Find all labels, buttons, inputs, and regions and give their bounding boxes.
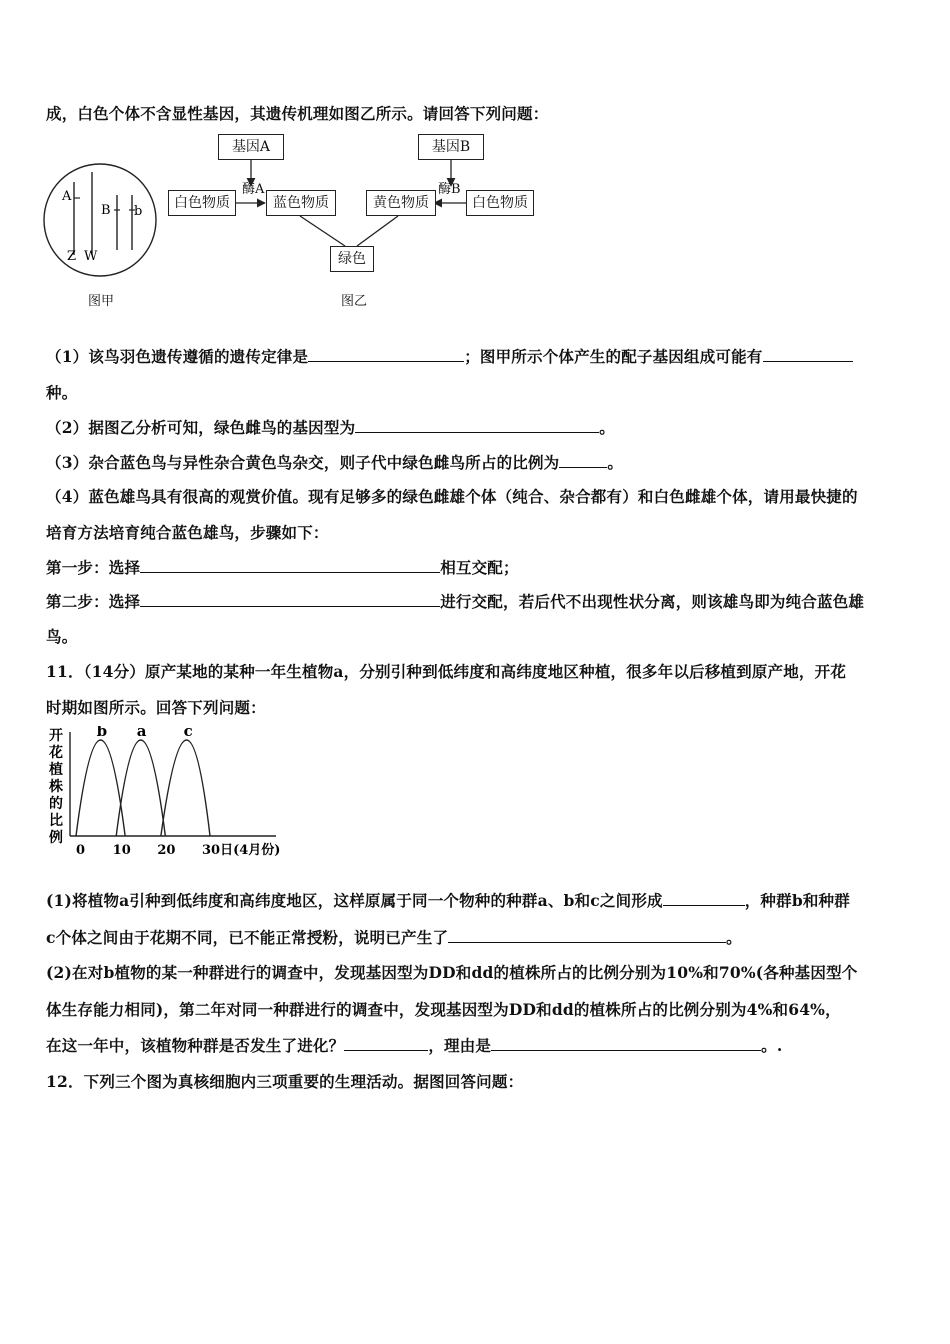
- q11-p1-text-c: c个体之间由于花期不同，已不能正常授粉，说明已产生了: [46, 928, 449, 947]
- q10-p2-text-a: （2）据图乙分析可知，绿色雌鸟的基因型为: [46, 418, 356, 437]
- q10-part1: [46, 345, 853, 367]
- q10-p3-text-b: 。: [607, 453, 624, 472]
- q10-p1-text-a: （1）该鸟羽色遗传遵循的遗传定律是: [46, 347, 309, 366]
- y-label-char: 比: [49, 813, 63, 829]
- flowering-chart: [46, 726, 286, 862]
- answer-blank[interactable]: [140, 592, 440, 607]
- x-tick-label: 30日(4月份): [202, 843, 281, 858]
- answer-blank[interactable]: [448, 928, 726, 943]
- series-label-a: a: [136, 726, 147, 740]
- q10-part4-line2: 培育方法培育纯合蓝色雄鸟，步骤如下：: [46, 523, 329, 542]
- q11-line2: 时期如图所示。回答下列问题：: [46, 698, 266, 717]
- green-result: 绿色: [330, 246, 374, 272]
- q11-p1-text-b: ，种群b和种群: [744, 891, 850, 910]
- series-label-c: c: [183, 726, 193, 740]
- q10-step1: [46, 556, 519, 578]
- answer-blank[interactable]: [763, 347, 853, 362]
- answer-blank[interactable]: [355, 418, 599, 433]
- figure-yi: [0, 0, 950, 330]
- step2-text-a: 第二步：选择: [46, 592, 141, 611]
- intro-line: 成，白色个体不含显性基因，其遗传机理如图乙所示。请回答下列问题：: [46, 104, 549, 123]
- answer-blank[interactable]: [559, 453, 607, 468]
- q10-part1-cont: 种。: [46, 383, 78, 402]
- y-label-char: 开: [49, 728, 63, 744]
- step1-text-b: 相互交配；: [440, 558, 519, 577]
- q10-p3-text-a: （3）杂合蓝色鸟与异性杂合黄色鸟杂交，则子代中绿色雌鸟所占的比例为: [46, 453, 560, 472]
- figure-yi-caption: 图乙: [341, 294, 368, 309]
- q11-line1: 11．（14分）原产某地的某种一年生植物a，分别引种到低纬度和高纬度地区种植，很多年以后移植到原产地，开花: [46, 662, 847, 681]
- q11-part1: [46, 889, 850, 911]
- step2-text-b: 进行交配，若后代不出现性状分离，则该雄鸟即为纯合蓝色雄: [440, 592, 865, 611]
- q10-step2: [46, 590, 864, 612]
- q10-part2: [46, 416, 615, 438]
- series-label-b: b: [96, 726, 108, 740]
- curve-c: [161, 740, 210, 836]
- label-b-lower: b: [134, 204, 143, 219]
- q10-part3: [46, 451, 623, 473]
- q11-part2-line3: [46, 1034, 782, 1056]
- blue-substance: 蓝色物质: [266, 190, 336, 216]
- q10-part4-line1: （4）蓝色雄鸟具有很高的观赏价值。现有足够多的绿色雌雄个体（纯合、杂合都有）和白色雌雄个体，请用最快捷的: [46, 487, 858, 506]
- y-label-char: 的: [49, 796, 63, 812]
- q11-part2-line2: 体生存能力相同)，第二年对同一种群进行的调查中，发现基因型为DD和dd的植株所占的比例分别为4%和64%，: [46, 1000, 841, 1019]
- answer-blank[interactable]: [491, 1036, 761, 1051]
- label-b-upper: B: [101, 203, 111, 218]
- y-label-char: 植: [49, 762, 63, 778]
- q10-p2-text-b: 。: [599, 418, 615, 437]
- q11-p2-text-a: 在这一年中，该植物种群是否发生了进化？: [46, 1036, 345, 1055]
- q11-p1-text-d: 。: [726, 928, 742, 947]
- enzyme-b-label: 酶B: [438, 182, 461, 197]
- y-label-char: 花: [49, 745, 63, 761]
- x-tick-label: 0: [76, 843, 86, 858]
- q11-part2-line1: (2)在对b植物的某一种群进行的调查中，发现基因型为DD和dd的植株所占的比例分别为10%和70%(各种基因型个: [46, 963, 858, 982]
- q11-part1-cont: [46, 926, 742, 948]
- gene-a-box: 基因A: [218, 134, 284, 160]
- yellow-substance: 黄色物质: [366, 190, 436, 216]
- answer-blank[interactable]: [140, 558, 440, 573]
- white-substance-left: 白色物质: [168, 190, 236, 216]
- enzyme-a-label: 酶A: [242, 182, 265, 197]
- y-label-char: 株: [49, 779, 63, 795]
- label-w: W: [84, 249, 98, 264]
- x-tick-label: 20: [157, 843, 176, 858]
- line-yellow-to-green: [357, 216, 398, 246]
- answer-blank[interactable]: [663, 891, 745, 906]
- pathway-arrows: [0, 0, 950, 330]
- q11-p2-text-b: ，理由是: [428, 1036, 492, 1055]
- figure-jia-caption: 图甲: [88, 294, 115, 309]
- q10-p1-text-b: ；图甲所示个体产生的配子基因组成可能有: [464, 347, 763, 366]
- answer-blank[interactable]: [344, 1036, 428, 1051]
- white-substance-right: 白色物质: [466, 190, 534, 216]
- x-tick-label: 10: [112, 843, 131, 858]
- q11-p2-text-c: 。.: [761, 1036, 783, 1055]
- step1-text-a: 第一步：选择: [46, 558, 141, 577]
- label-a: A: [62, 189, 72, 204]
- q10-step2-cont: 鸟。: [46, 627, 78, 646]
- y-label-char: 例: [49, 830, 63, 846]
- q12-line1: 12．下列三个图为真核细胞内三项重要的生理活动。据图回答问题：: [46, 1072, 524, 1091]
- answer-blank[interactable]: [308, 347, 464, 362]
- gene-b-box: 基因B: [418, 134, 484, 160]
- y-axis-label: [48, 728, 63, 846]
- q11-p1-text-a: (1)将植物a引种到低纬度和高纬度地区，这样原属于同一个物种的种群a、b和c之间形成: [46, 891, 663, 910]
- line-blue-to-green: [300, 216, 345, 246]
- label-z: Z: [67, 249, 77, 264]
